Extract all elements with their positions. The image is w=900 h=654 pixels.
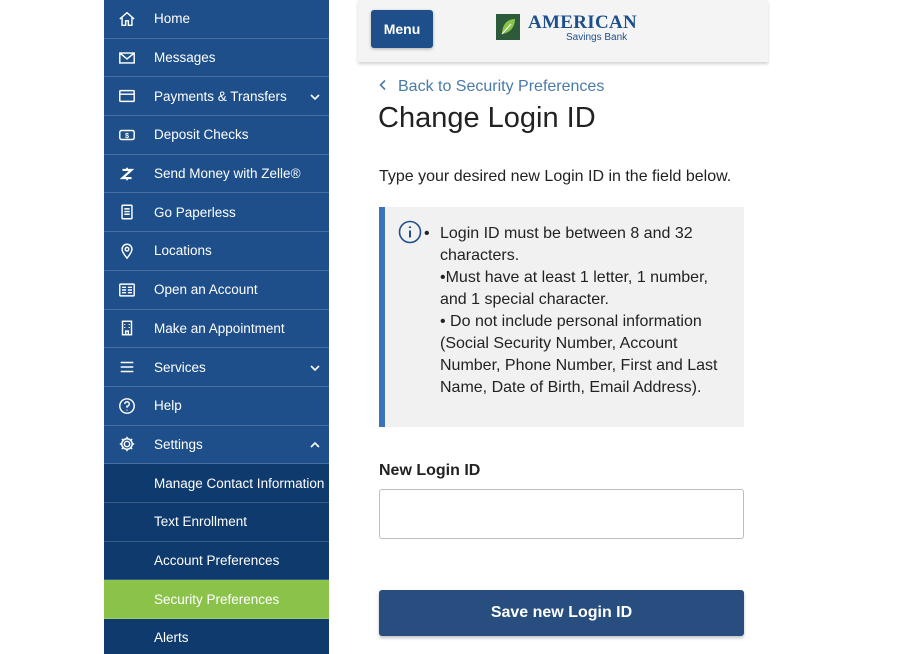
zelle-icon [117, 164, 137, 184]
sidebar-item-help[interactable] [104, 387, 329, 426]
info-bullet: • [424, 225, 430, 242]
bank-logo[interactable] [496, 12, 638, 44]
logo-title: AMERICAN [528, 12, 638, 33]
sidebar-item-services[interactable] [104, 348, 329, 387]
sidebar-item-label: Services [154, 359, 206, 375]
save-login-id-button[interactable]: Save new Login ID [379, 590, 744, 636]
credit-card-icon [117, 86, 137, 106]
info-line: •Must have at least 1 letter, 1 number, and 1 special character. [440, 269, 708, 308]
sidebar-subitem-label: Alerts [154, 630, 189, 646]
info-line: • Do not include personal information (Social Security Number, Account Number, Phone Number, First and Last Name, Date of Birth, Email Address). [440, 313, 718, 396]
sidebar-item-label: Messages [154, 50, 216, 66]
sidebar-item-open-account[interactable] [104, 271, 329, 310]
info-icon [398, 220, 422, 244]
sidebar-subitem-label: Text Enrollment [154, 514, 248, 530]
sidebar-item-label: Go Paperless [154, 204, 236, 220]
chevron-down-icon[interactable] [309, 361, 321, 373]
help-icon [117, 396, 137, 416]
chevron-down-icon[interactable] [309, 90, 321, 102]
logo-subtitle: Savings Bank [566, 32, 628, 43]
sidebar-item-home[interactable] [104, 0, 329, 39]
sidebar-item-send-money-zelle[interactable] [104, 155, 329, 194]
menu-button[interactable]: Menu [371, 10, 433, 48]
location-pin-icon [117, 241, 137, 261]
sidebar-item-label: Deposit Checks [154, 127, 249, 143]
sidebar-item-label: Make an Appointment [154, 320, 285, 336]
sidebar-subitem-label: Manage Contact Information [154, 475, 325, 491]
info-text [440, 223, 736, 399]
info-line: Login ID must be between 8 and 32 characters. [440, 225, 693, 264]
sidebar-subitem-security-preferences[interactable] [104, 580, 329, 619]
sidebar-subitem-account-preferences[interactable] [104, 542, 329, 581]
sidebar-item-messages[interactable] [104, 39, 329, 78]
sidebar-item-label: Send Money with Zelle® [154, 166, 301, 182]
chevron-up-icon[interactable] [309, 438, 321, 450]
sidebar-item-deposit-checks[interactable] [104, 116, 329, 155]
sidebar-item-label: Locations [154, 243, 212, 259]
sidebar-item-go-paperless[interactable] [104, 193, 329, 232]
sidebar-subitem-label: Security Preferences [154, 591, 280, 607]
sidebar-subitem-label: Account Preferences [154, 552, 280, 568]
check-deposit-icon [117, 125, 137, 145]
instructions-text: Type your desired new Login ID in the field below. [379, 168, 732, 185]
new-login-id-input[interactable] [379, 489, 744, 539]
leaf-logo-icon [496, 14, 520, 40]
menu-lines-icon [117, 357, 137, 377]
sidebar-subitem-manage-contact-information[interactable] [104, 464, 329, 503]
sidebar-item-label: Open an Account [154, 282, 258, 298]
back-link-label: Back to Security Preferences [398, 78, 605, 95]
sidebar-item-label: Payments & Transfers [154, 88, 287, 104]
home-icon [117, 9, 137, 29]
sidebar-item-label: Home [154, 11, 191, 27]
svg-text:$: $ [125, 131, 129, 141]
document-icon [117, 202, 137, 222]
sidebar-subitem-text-enrollment[interactable] [104, 503, 329, 542]
sidebar-item-label: Help [154, 398, 182, 414]
building-icon [117, 318, 137, 338]
new-login-id-label: New Login ID [379, 462, 481, 479]
sidebar-item-label: Settings [154, 436, 203, 452]
sidebar-item-make-appointment[interactable] [104, 310, 329, 349]
back-link[interactable] [378, 78, 604, 96]
sidebar-item-settings[interactable] [104, 426, 329, 465]
open-account-icon [117, 280, 137, 300]
page-title: Change Login ID [378, 102, 596, 134]
envelope-icon [117, 48, 137, 68]
sidebar-item-payments-transfers[interactable] [104, 77, 329, 116]
sidebar-item-locations[interactable] [104, 232, 329, 271]
sidebar-nav [104, 0, 329, 654]
sidebar-subitem-alerts[interactable] [104, 619, 329, 654]
chevron-left-icon [378, 78, 392, 96]
gear-icon [117, 434, 137, 454]
top-header [358, 0, 768, 62]
info-callout [379, 207, 744, 427]
